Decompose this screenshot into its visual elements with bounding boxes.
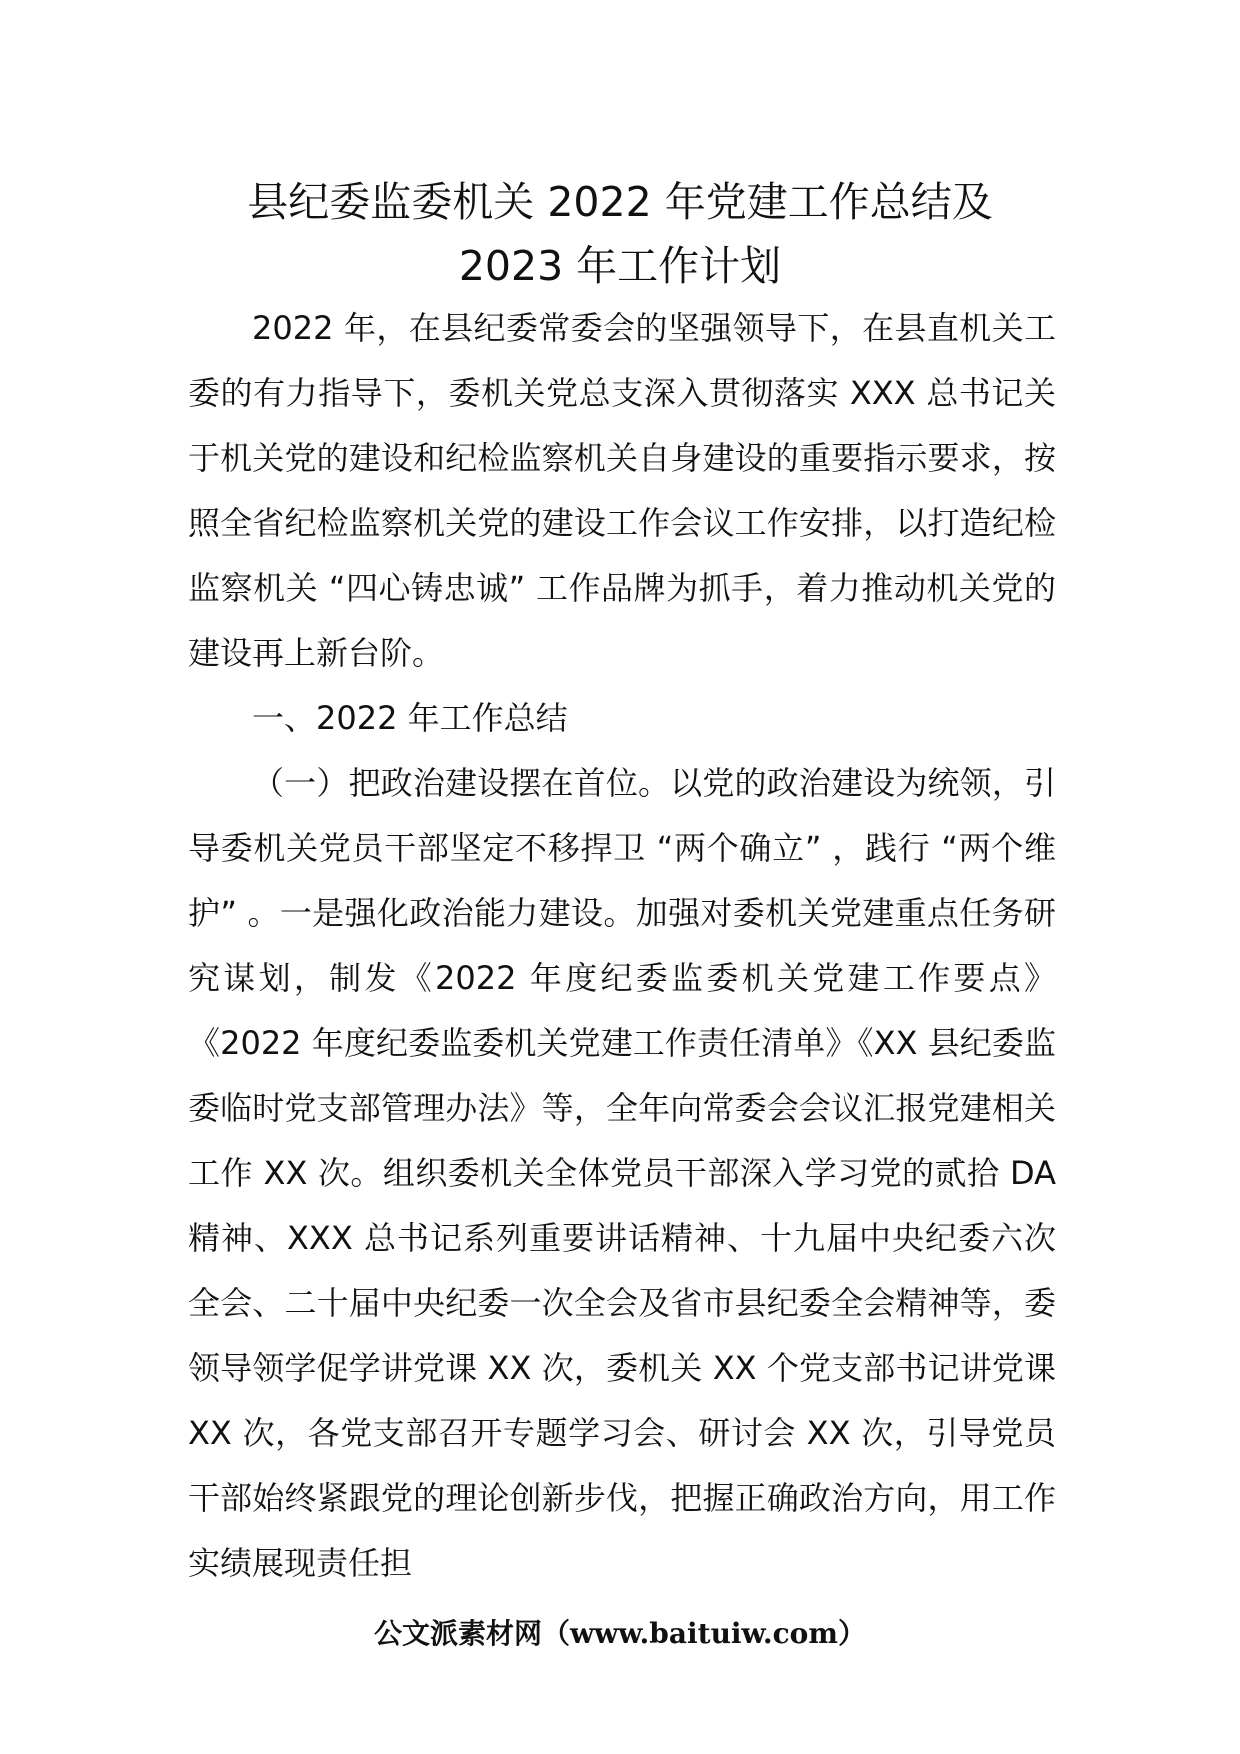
section-heading: 一、2022 年工作总结 (252, 699, 568, 737)
footer-watermark-text: 公文派素材网（www.baituiw.com） (374, 1617, 866, 1650)
document-body (188, 296, 1056, 1596)
intro-paragraph: 2022 年，在县纪委常委会的坚强领导下，在县直机关工委的有力指导下，委机关党总支深入贯彻落实 XXX 总书记关于机关党的建设和纪检监察机关自身建设的重要指示要求，按照全省纪检监察机关党的建设工作会议工作安排，以打造纪检监察机关 “四心铸忠诚” 工作品牌为抓手，着力推动机关党的建设再上新台阶。 (188, 309, 1056, 672)
document-title-line-1: 县纪委监委机关 2022 年党建工作总结及 (247, 178, 993, 226)
document-title-line-2: 2023 年工作计划 (458, 242, 782, 290)
subsection-paragraph: （一）把政治建设摆在首位。以党的政治建设为统领，引导委机关党员干部坚定不移捍卫 “两个确立” ，践行 “两个维护” 。一是强化政治能力建设。加强对委机关党建重点任务研究谋划，制发《2022 年度纪委监委机关党建工作要点》《2022 年度纪委监委机关党建工作责任清单》《XX 县纪委监委临时党支部管理办法》等，全年向常委会会议汇报党建相关工作 XX 次。组织委机关全体党员干部深入学习党的贰拾 DA 精神、XXX 总书记系列重要讲话精神、十九届中央纪委六次全会、二十届中央纪委一次全会及省市县纪委全会精神等，委领导领学促学讲党课 XX 次，委机关 XX 个党支部书记讲党课 XX 次，各党支部召开专题学习会、研讨会 XX 次，引导党员干部始终紧跟党的理论创新步伐，把握正确政治方向，用工作实绩展现责任担 (188, 764, 1056, 1582)
